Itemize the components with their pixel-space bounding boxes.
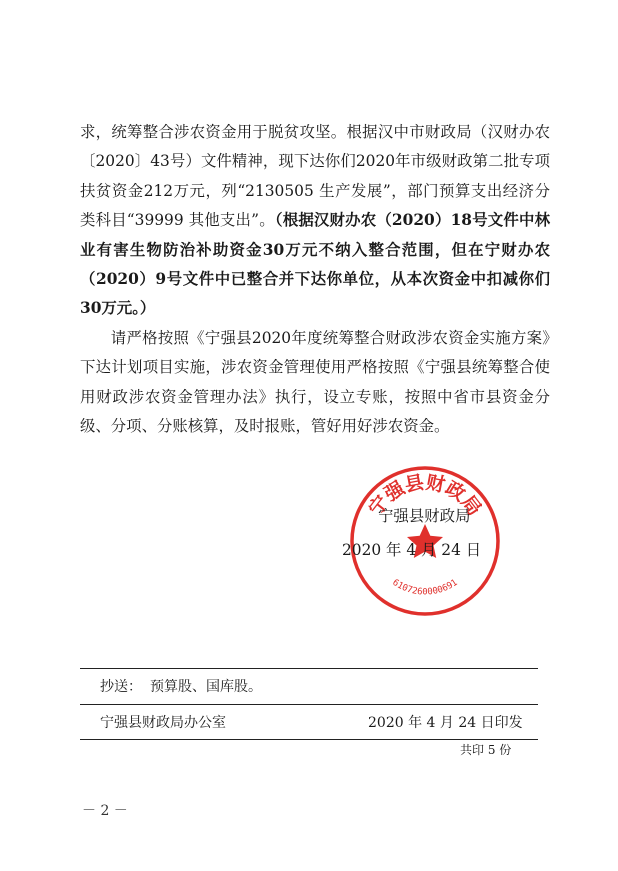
issue-date: 2020 年 4 月 24 日印发	[368, 715, 523, 731]
paragraph-1-text: 求，统筹整合涉农资金用于脱贫攻坚。根据汉中市财政局（汉财办农〔2020〕43号）文件精神，现下达你们2020年市级财政第二批专项扶贫资金212万元，列“2130505 生产发展”，部门预算支出经济分类科目“39999 其他支出”。	[80, 123, 550, 230]
footer-rule-middle	[80, 704, 538, 705]
print-copies: 共印 5 份	[460, 743, 512, 757]
cc-label: 抄送：	[100, 679, 142, 695]
cc-line	[100, 676, 262, 696]
paragraph-1-bold-note: （根据汉财办农（2020）18号文件中林业有害生物防治补助资金30万元不纳入整合范围，但在宁财办农（2020）9号文件中已整合并下达你单位，从本次资金中扣减你们30万元。）	[80, 211, 551, 318]
cc-recipients: 预算股、国库股。	[150, 679, 262, 695]
issuer: 宁强县财政局办公室	[100, 715, 226, 731]
signature-date: 2020 年 4 月 24 日	[342, 541, 482, 559]
page-number: － 2 －	[82, 803, 128, 819]
paragraph-2	[80, 324, 550, 442]
signer-name: 宁强县财政局	[378, 507, 471, 525]
body-text	[80, 118, 550, 441]
seal-serial: 6107260000691	[390, 577, 460, 598]
seal-arc-text: 宁强县财政局	[364, 471, 486, 520]
paragraph-1	[80, 118, 550, 324]
paragraph-2-text: 请严格按照《宁强县2020年度统筹整合财政涉农资金实施方案》下达计划项目实施，涉农资金管理使用严格按照《宁强县统筹整合使用财政涉农资金管理办法》执行，设立专账，按照中省市县资金分级、分项、分账核算，及时报账，管好用好涉农资金。	[80, 328, 550, 436]
footer-rule-top	[80, 668, 538, 669]
